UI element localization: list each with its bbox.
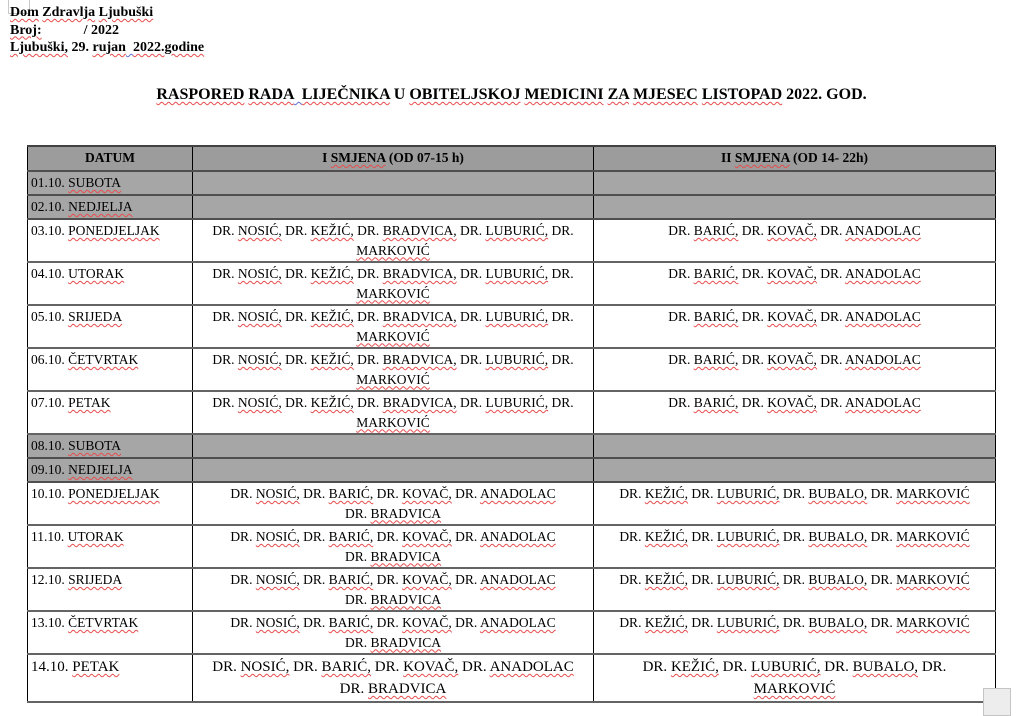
shift1-cell: DR. NOSIĆ, DR. BARIĆ, DR. KOVAČ, DR. ANADOLAC DR. BRADVICA [193,611,594,654]
date-cell: 05.10. SRIJEDA [28,305,193,348]
table-row [28,219,996,262]
table-row [28,391,996,434]
shift1-cell [193,195,594,219]
col-header-shift1: I SMJENA (OD 07-15 h) [193,146,594,171]
table-row [28,171,996,195]
shift1-cell: DR. NOSIĆ, DR. KEŽIĆ, DR. BRADVICA, DR. LUBURIĆ, DR. MARKOVIĆ [193,348,594,391]
header-row [28,146,996,171]
shift1-cell [193,171,594,195]
schedule-table [27,145,996,703]
date-cell: 07.10. PETAK [28,391,193,434]
table-row [28,305,996,348]
col-header-shift2: II SMJENA (OD 14- 22h) [594,146,996,171]
shift2-cell: DR. BARIĆ, DR. KOVAČ, DR. ANADOLAC [594,219,996,262]
shift1-cell: DR. NOSIĆ, DR. KEŽIĆ, DR. BRADVICA, DR. LUBURIĆ, DR. MARKOVIĆ [193,219,594,262]
table-row [28,458,996,482]
clinic-name: Dom Zdravlja Ljubuški [10,5,154,20]
shift1-cell [193,458,594,482]
date-cell: 13.10. ČETVRTAK [28,611,193,654]
shift2-cell: DR. KEŽIĆ, DR. LUBURIĆ, DR. BUBALO, DR. MARKOVIĆ [594,482,996,525]
shift2-cell: DR. KEŽIĆ, DR. LUBURIĆ, DR. BUBALO, DR. MARKOVIĆ [594,611,996,654]
table-row [28,348,996,391]
table-row [28,482,996,525]
letterhead [10,4,204,57]
shift1-cell: DR. NOSIĆ, DR. BARIĆ, DR. KOVAČ, DR. ANADOLAC DR. BRADVICA [193,568,594,611]
shift2-cell [594,458,996,482]
shift2-cell [594,171,996,195]
table-row [28,568,996,611]
table-row [28,262,996,305]
shift2-cell: DR. BARIĆ, DR. KOVAČ, DR. ANADOLAC [594,391,996,434]
shift2-cell [594,434,996,458]
shift2-cell: DR. KEŽIĆ, DR. LUBURIĆ, DR. BUBALO, DR. MARKOVIĆ [594,525,996,568]
table-row [28,434,996,458]
shift1-cell: DR. NOSIĆ, DR. KEŽIĆ, DR. BRADVICA, DR. LUBURIĆ, DR. MARKOVIĆ [193,305,594,348]
col-header-datum: DATUM [28,146,193,171]
shift1-cell [193,434,594,458]
date-cell: 02.10. NEDJELJA [28,195,193,219]
document-number: Broj: / 2022 [10,22,120,38]
shift1-cell: DR. NOSIĆ, DR. KEŽIĆ, DR. BRADVICA, DR. LUBURIĆ, DR. MARKOVIĆ [193,262,594,305]
date-cell: 01.10. SUBOTA [28,171,193,195]
date-cell: 08.10. SUBOTA [28,434,193,458]
shift2-cell [594,195,996,219]
shift1-cell: DR. NOSIĆ, DR. BARIĆ, DR. KOVAČ, DR. ANADOLAC DR. BRADVICA [193,525,594,568]
table-row [28,195,996,219]
date-cell: 14.10. PETAK [28,654,193,702]
table-row [28,611,996,654]
date-cell: 04.10. UTORAK [28,262,193,305]
shift2-cell: DR. BARIĆ, DR. KOVAČ, DR. ANADOLAC [594,348,996,391]
date-cell: 12.10. SRIJEDA [28,568,193,611]
date-cell: 09.10. NEDJELJA [28,458,193,482]
date-cell: 03.10. PONEDJELJAK [28,219,193,262]
shift1-cell: DR. NOSIĆ, DR. BARIĆ, DR. KOVAČ, DR. ANADOLAC DR. BRADVICA [193,482,594,525]
date-cell: 11.10. UTORAK [28,525,193,568]
document-title: RASPORED RADA LIJEČNIKA U OBITELJSKOJ MEDICINI ZA MJESEC LISTOPAD 2022. GOD. [156,86,867,103]
shift2-cell: DR. KEŽIĆ, DR. LUBURIĆ, DR. BUBALO, DR. MARKOVIĆ [594,568,996,611]
shift2-cell: DR. BARIĆ, DR. KOVAČ, DR. ANADOLAC [594,262,996,305]
table-row [28,525,996,568]
shift1-cell: DR. NOSIĆ, DR. BARIĆ, DR. KOVAČ, DR. ANADOLAC DR. BRADVICA [193,654,594,702]
table-resize-handle[interactable] [983,688,1011,716]
date-cell: 06.10. ČETVRTAK [28,348,193,391]
place-and-date: Ljubuški, 29. rujan 2022.godine [10,40,205,55]
shift2-cell: DR. KEŽIĆ, DR. LUBURIĆ, DR. BUBALO, DR. MARKOVIĆ [594,654,996,702]
date-cell: 10.10. PONEDJELJAK [28,482,193,525]
shift2-cell: DR. BARIĆ, DR. KOVAČ, DR. ANADOLAC [594,305,996,348]
shift1-cell: DR. NOSIĆ, DR. KEŽIĆ, DR. BRADVICA, DR. LUBURIĆ, DR. MARKOVIĆ [193,391,594,434]
table-row [28,654,996,702]
